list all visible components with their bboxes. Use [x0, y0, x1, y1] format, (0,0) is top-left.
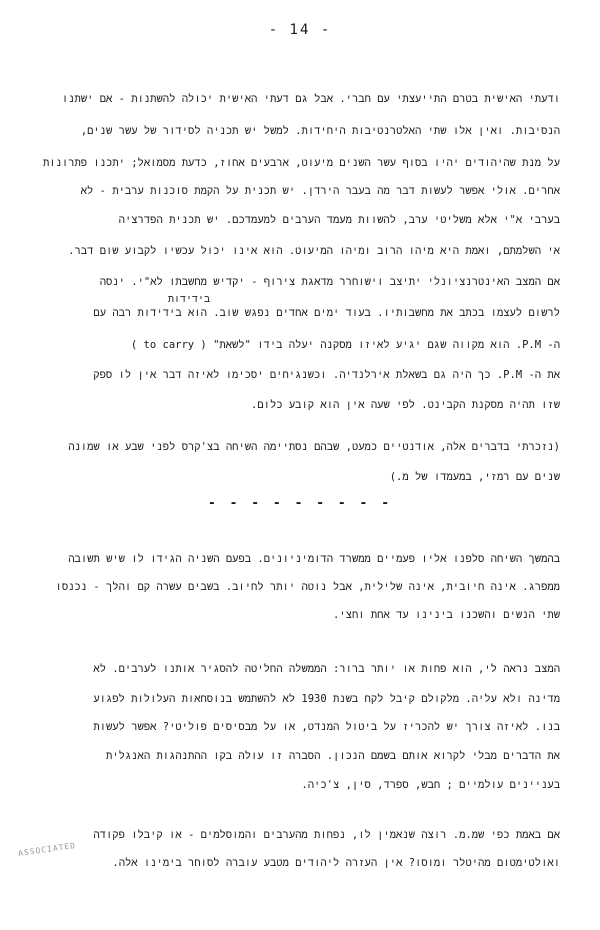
text-line: בערבי א"י אלא משליטי ערב, להשוות מעמד הערבים למעמדכם. יש תכנית הפדרציה: [118, 214, 560, 226]
text-line: לרשום לעצמו בכתב את מחשבותיו. בעוד ימים אחדים נפגש שוב. הוא בידידות רבה עם: [93, 307, 560, 319]
handwritten-overwrite: בידידות: [168, 294, 211, 305]
text-line: את ה- P.M. כך היה גם בשאלת אירלנדיה. וכשנגיחים יסכימו לאיזה דבר אין לו ספק: [93, 369, 560, 381]
page-number: - 14 -: [268, 22, 332, 38]
text-line: בהמשך השיחה סלפנו אליו פעמיים ממשרד הדומיניונים. בפעם השניה הגידו לו שיש תשובה: [68, 553, 560, 565]
text-line: אי השלמתם, ואמת היא מיהו הרוב ומיהו המיעוט. הוא אינו יכול עכשיו לקבוע שום דבר.: [68, 245, 560, 257]
text-line: (נזכרתי בדברים אלה, אודנטיים כמעט, שבהם נסתיימה השיחה בצ'קרס לפני שבע או שמונה: [68, 441, 560, 453]
separator: - - - - - - - - -: [207, 496, 393, 511]
text-line: בנו. לאיזה צורך יש להכריז על ביטול המנדט, או על מבסיסים פוליטי? אפשר לעשות: [93, 721, 560, 733]
text-line: ממפרג. אינה חיובית, אינה שלילית, אבל נוטה יותר לחיוב. בשבים עשרה קם והלך - נכנסו: [55, 581, 560, 593]
text-line: בעניינים עולמיים ; חבש, ספרד, סין, צ'כיה.: [301, 779, 560, 791]
text-line: אם באמת כפי שמ.מ. רוצה שנאמין לו, נפחות מהערבים והמוסלמים - או קיבלו פקודה: [93, 829, 560, 841]
text-line: ודעתי האישית בטרם התייעצתי עם חברי. אבל גם דעתי האישית יכולה להשתנות - אם ישתנו: [61, 93, 560, 105]
text-line: אם המצב האינטרנציונלי יתיצב וישוחרר מדאגת צירוף - יקדיש מחשבתו לא"י. ינסה: [99, 276, 560, 288]
text-line: שתי הנשים והשכנו בינינו עד אחת וחצי.: [333, 609, 560, 621]
text-line: המצב נראה לי, הוא פחות או יותר ברור: הממשלה החליטה להסגיר אותנו לערבים. לא: [93, 663, 560, 675]
stamp-watermark: ASSOCIATED: [17, 840, 77, 859]
text-line: אחרים. אולי אפשר לעשות דבר מה בעבר הירדן. יש תכנית על הקמת סוכנות ערבית - לא: [80, 185, 560, 197]
text-line: שנים עם רמזי, במעמדו של מ.): [389, 471, 560, 483]
text-line: שזו תהיה מסקנת הקבינט. לפי שעה אין הוא קובע כלום.: [251, 399, 560, 411]
text-line: ה- P.M. הוא מקווה שגם יגיע לאיזו מסקנה יעלה בידו "לשאת" ( to carry ): [130, 339, 560, 351]
text-line: מדינה ולא עליה. מלקולם קיבל לקח בשנת 1930 לא להשתמש בנוסחאות העלולות לפגוע: [93, 693, 560, 705]
text-line: את הדברים מבלי לקרוא אותם בשמם הנכון. הסברה זו עולה בקו ההתנהגות האנגלית: [106, 750, 560, 762]
text-line: הנסיבות. ואין אלו שתי האלטרנטיבות היחידות. למשל יש תכניה לסידור של עשר שנים,: [80, 125, 560, 137]
text-line: ואולטימטום מהיטלר ומוסו? אין העזרה ליהודים מטבע עוברה לסוחר בימינו אלה.: [112, 857, 560, 869]
text-line: על מנת שהיהודים יהיו בסוף עשר השנים מיעוט, ארבעים אחוז, כדעת מסמואל; יתכנו פתרונות: [42, 157, 560, 169]
